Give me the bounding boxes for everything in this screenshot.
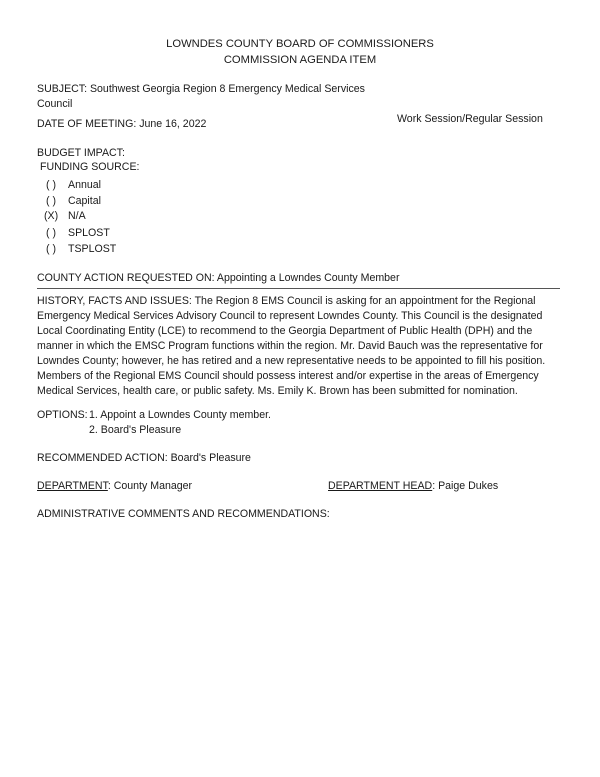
funding-option-splost — [46, 226, 110, 241]
department-value: : County Manager — [107, 480, 193, 492]
options-label: OPTIONS: — [37, 409, 88, 421]
department-head-value: : Paige Dukes — [432, 480, 499, 492]
option-1: 1. Appoint a Lowndes County member. — [89, 409, 271, 421]
session-type: Work Session/Regular Session — [397, 113, 543, 125]
funding-label: Annual — [68, 179, 101, 191]
funding-option-annual — [46, 178, 101, 193]
budget-impact-label: BUDGET IMPACT: — [37, 147, 125, 159]
header-title: LOWNDES COUNTY BOARD OF COMMISSIONERS — [166, 38, 434, 50]
funding-checkbox: ( ) — [46, 227, 56, 239]
funding-checkbox: ( ) — [46, 243, 56, 255]
department-label: DEPARTMENT — [37, 480, 108, 492]
history-line-4: manner in which the EMSC Program functions within the region. Mr. David Bauch was the representative for — [37, 340, 543, 352]
history-line-2: Emergency Medical Services Advisory Council to represent Lowndes County. This Council is the designated — [37, 310, 543, 322]
funding-checkbox: ( ) — [46, 195, 56, 207]
funding-label: TSPLOST — [68, 243, 117, 255]
history-line-7: Medical Services, health care, or public safety. Ms. Emily K. Brown has been submitted for nomination. — [37, 385, 518, 397]
recommended-action: RECOMMENDED ACTION: Board's Pleasure — [37, 452, 251, 464]
funding-checkbox-checked: (X) — [44, 210, 59, 222]
funding-source-label: FUNDING SOURCE: — [40, 161, 140, 173]
history-line-3: Local Coordinating Entity (LCE) to recommend to the Georgia Department of Public Health (DPH) and the — [37, 325, 533, 337]
funding-option-tsplost — [46, 242, 116, 257]
subject-line-1: SUBJECT: Southwest Georgia Region 8 Emergency Medical Services — [37, 83, 365, 95]
funding-checkbox: ( ) — [46, 179, 56, 191]
option-2: 2. Board's Pleasure — [89, 424, 182, 436]
subject-line-2: Council — [37, 98, 73, 110]
funding-option-na — [44, 209, 86, 224]
history-line-5: Lowndes County; however, he has retired and a new representative needs to be appointed to fill his position. — [37, 355, 546, 367]
funding-option-capital — [46, 194, 101, 209]
section-divider — [37, 288, 560, 289]
meeting-date: DATE OF MEETING: June 16, 2022 — [37, 118, 207, 130]
department-head — [328, 479, 498, 494]
funding-label: SPLOST — [68, 227, 110, 239]
department-head-label: DEPARTMENT HEAD — [328, 480, 433, 492]
administrative-comments: ADMINISTRATIVE COMMENTS AND RECOMMENDATIONS: — [37, 508, 330, 520]
funding-label: Capital — [68, 195, 101, 207]
department — [37, 479, 192, 494]
county-action-requested: COUNTY ACTION REQUESTED ON: Appointing a Lowndes County Member — [37, 272, 400, 284]
history-line-1: HISTORY, FACTS AND ISSUES: The Region 8 EMS Council is asking for an appointment for the Regional — [37, 295, 536, 307]
history-line-6: Members of the Regional EMS Council should possess interest and/or expertise in the areas of Emergency — [37, 370, 539, 382]
header-subtitle: COMMISSION AGENDA ITEM — [223, 54, 377, 66]
funding-label: N/A — [68, 210, 86, 222]
